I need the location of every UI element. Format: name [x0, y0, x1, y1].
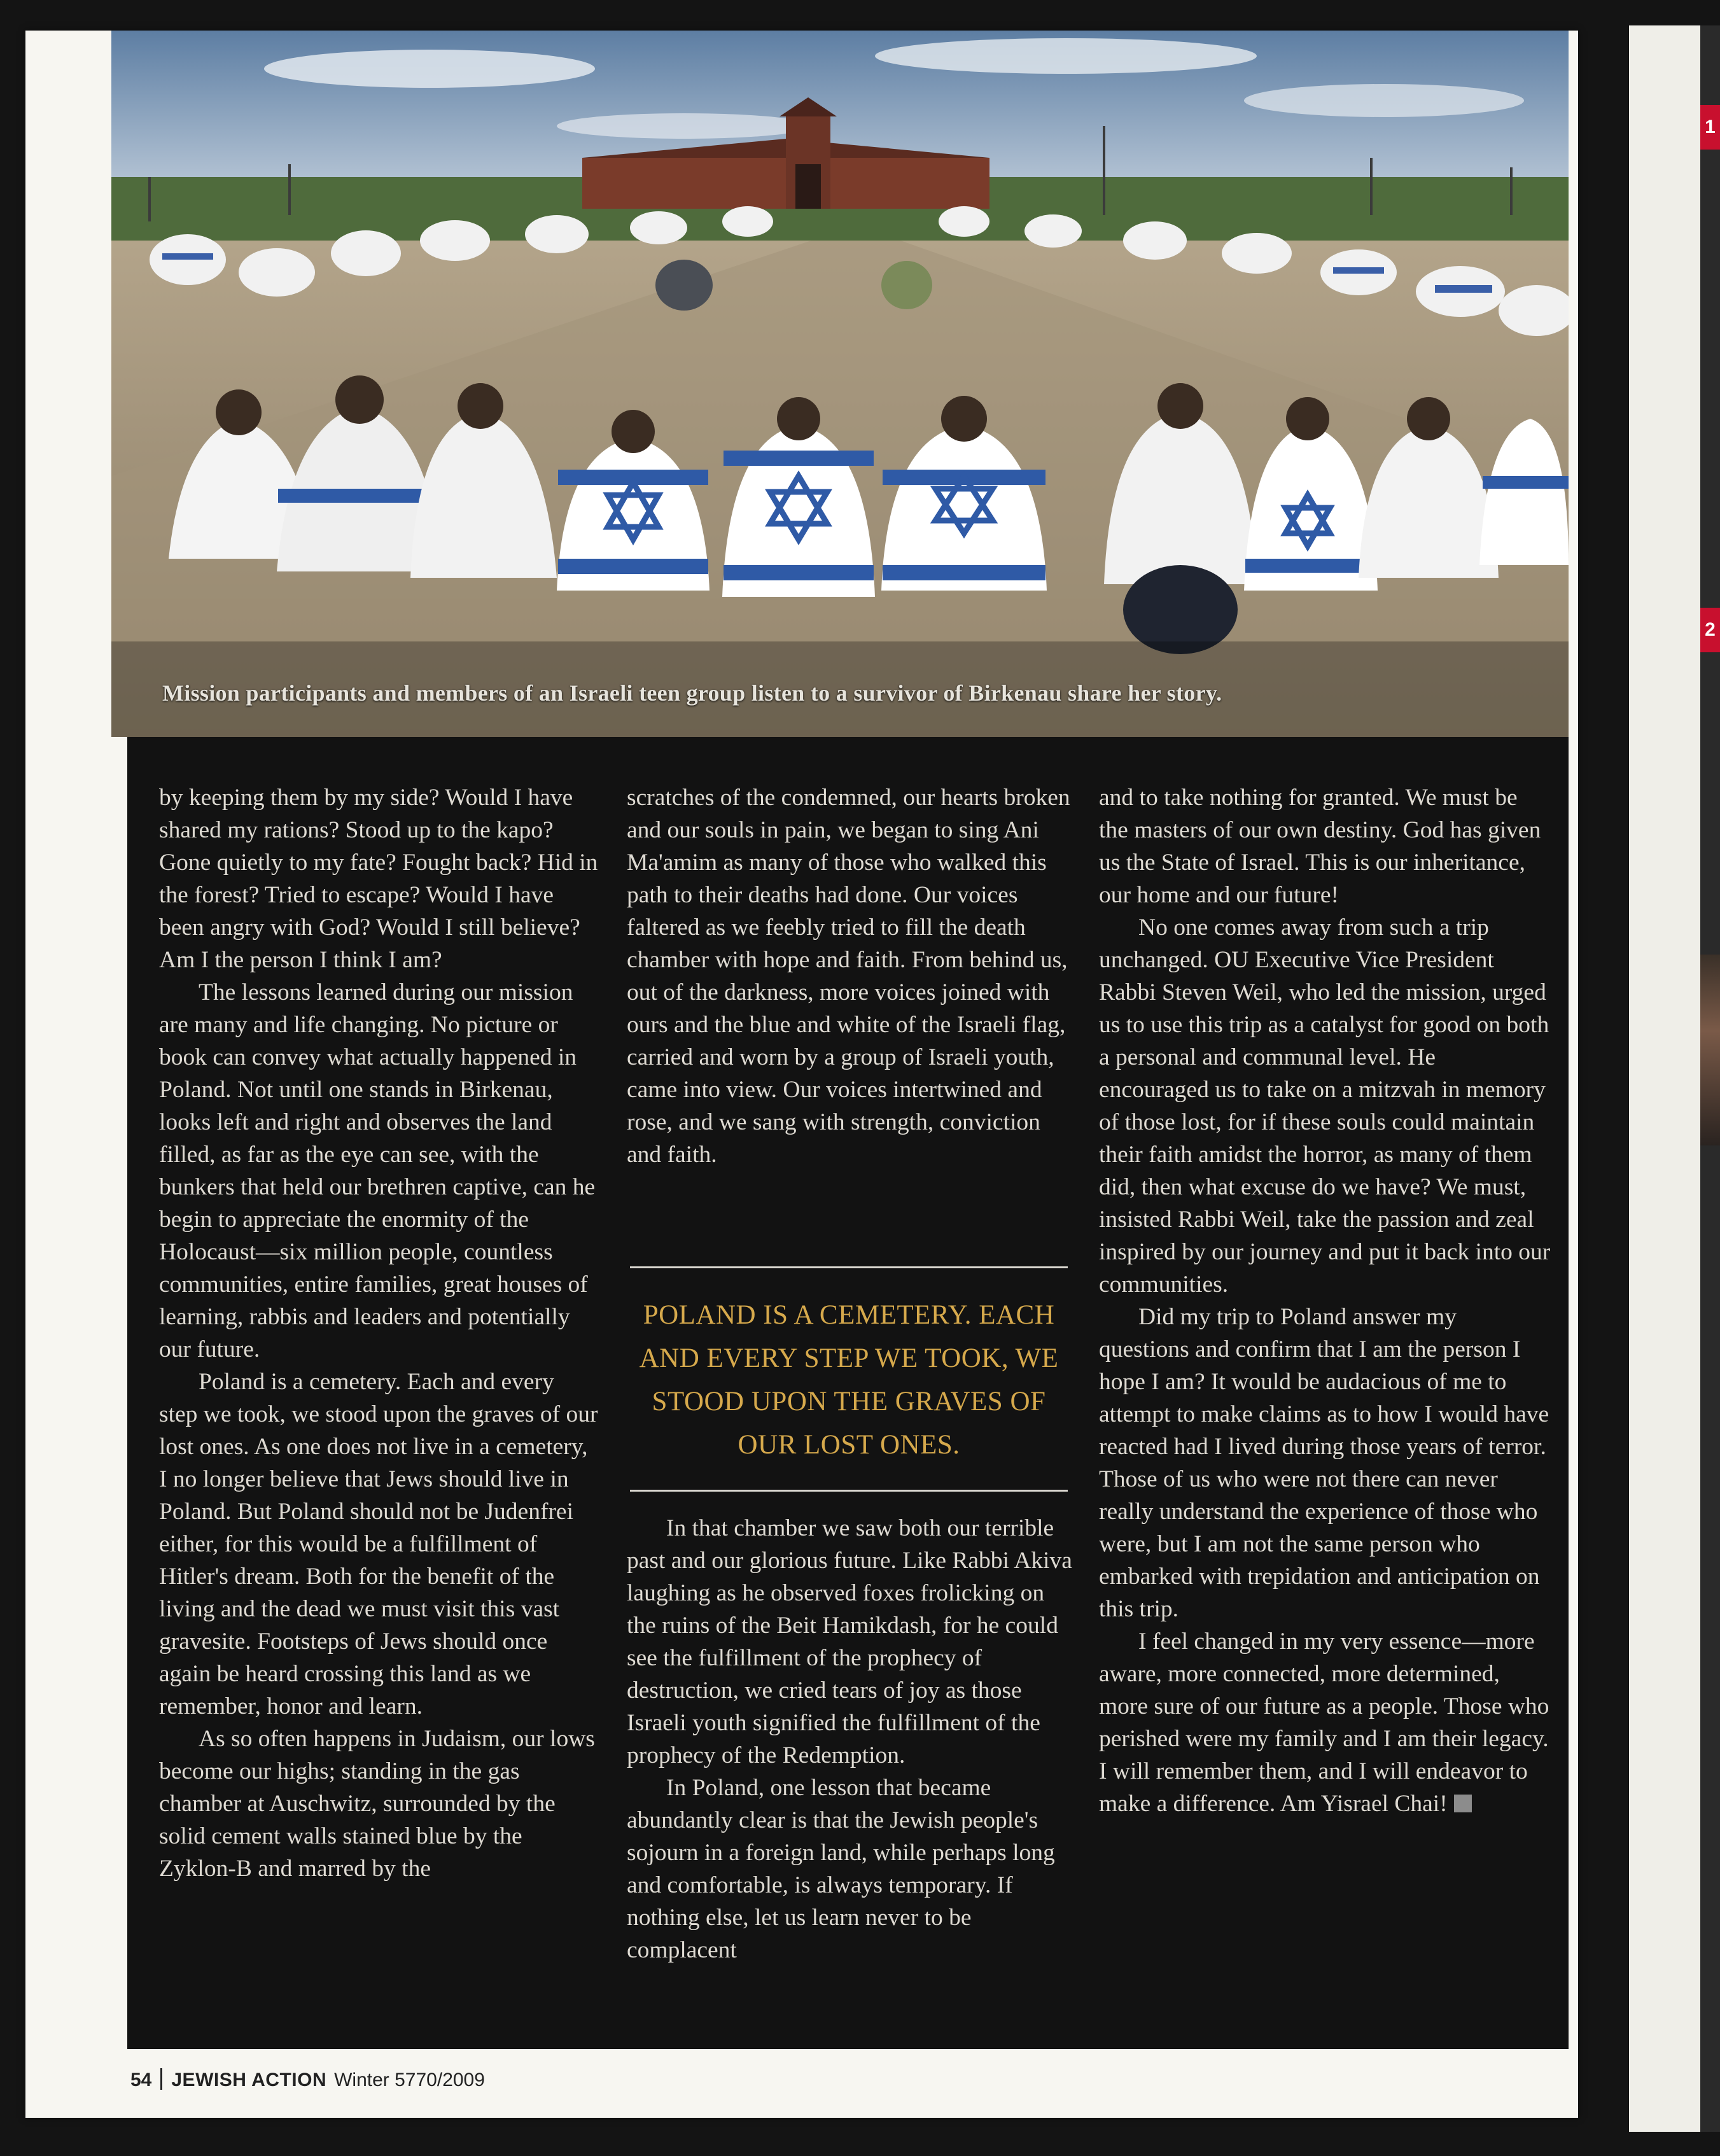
article-column-2-continued: [627, 1512, 1079, 1966]
paragraph: by keeping them by my side? Would I have shared my rations? Stood up to the kapo? Gone quietly to my fate? Fought back? Hid in the forest? Tried to escape? Would I have been angry with God? Would I still believe? Am I the person I think I am?: [159, 785, 598, 973]
side-tab-2: 2: [1700, 608, 1720, 652]
article-column-1: [159, 781, 598, 1885]
paragraph: As so often happens in Judaism, our lows become our highs; standing in the gas chamber at Auschwitz, surrounded by the solid cement walls stained blue by the Zyklon-B and marred by the: [159, 1726, 595, 1882]
final-paragraph-text: I feel changed in my very essence—more aware, more connected, more determined, more sure of our future as a people. Those who perished were my family and I am their legacy. I will remember them, and I will endeavor to make a difference. Am Yisrael Chai!: [1099, 1628, 1549, 1817]
paragraph: The lessons learned during our mission are many and life changing. No picture or book can convey what actually happened in Poland. Not until one stands in Birkenau, looks left and right and observes the land filled, as far as the eye can see, with the bunkers that held our brethren captive, can he begin to appreciate the enormity of the Holocaust—six million people, countless communities, entire families, great houses of learning, rabbis and leaders and potentially our future.: [159, 979, 596, 1362]
photo-illustration: [111, 31, 1569, 737]
footer-divider: [160, 2068, 162, 2090]
photo-caption: Mission participants and members of an Israeli teen group listen to a survivor of Birkenau share her story.: [162, 680, 1222, 706]
paragraph: In Poland, one lesson that became abundantly clear is that the Jewish people's sojourn in a foreign land, while perhaps long and comfortable, is always temporary. If nothing else, let us learn never to be complacent: [627, 1775, 1055, 1963]
page-number: 54: [130, 2069, 152, 2090]
adjacent-page-photo: [1700, 955, 1720, 1145]
paragraph: Poland is a cemetery. Each and every step we took, we stood upon the graves of our lost ones. As one does not live in a cemetery, I no longer believe that Jews should live in Poland. But Poland should not be Judenfrei either, for this would be a fulfillment of Hitler's dream. Both for the benefit of the living and the dead we must visit this vast gravesite. Footsteps of Jews should once again be heard crossing this land as we remember, honor and learn.: [159, 1369, 598, 1719]
end-mark-icon: [1454, 1795, 1472, 1812]
article-column-3: [1099, 781, 1551, 1820]
paragraph: Did my trip to Poland answer my questions and confirm that I am the person I hope I am? It would be audacious of me to attempt to make claims as to how I would have reacted had I lived during those years of terror. Those of us who were not there can never really understand the experience of those who were, but I am not the same person who embarked with trepidation and anticipation on this trip.: [1099, 1304, 1549, 1622]
issue-date: Winter 5770/2009: [334, 2069, 485, 2090]
paragraph: scratches of the condemned, our hearts broken and our souls in pain, we began to sing Ani Ma'amim as many of those who walked this path to their deaths had done. Our voices faltered as we feebly tried to fill the death chamber with hope and faith. From behind us, out of the darkness, more voices joined with ours and the blue and white of the Israeli flag, carried and worn by a group of Israeli youth, came into view. Our voices intertwined and rose, and we sang with strength, conviction and faith.: [627, 785, 1070, 1168]
side-tab-1: 1: [1700, 105, 1720, 150]
magazine-name: JEWISH ACTION: [171, 2069, 327, 2090]
paragraph: and to take nothing for granted. We must be the masters of our own destiny. God has given us the State of Israel. This is our inheritance, our home and our future!: [1099, 785, 1541, 908]
paragraph: In that chamber we saw both our terrible past and our glorious future. Like Rabbi Akiva laughing as he observed foxes frolicking on the ruins of the Beit Hamikdash, for he could see the fulfillment of the prophecy of destruction, we cried tears of joy as those Israeli youth signified the fulfillment of the prophecy of the Redemption.: [627, 1515, 1072, 1768]
article-column-2: [627, 781, 1079, 1171]
paragraph: [1099, 1625, 1551, 1820]
article-body: [127, 737, 1569, 2049]
paragraph: No one comes away from such a trip unchanged. OU Executive Vice President Rabbi Steven Weil, who led the mission, urged us to use this trip as a catalyst for good on both a personal and communal level. He encouraged us to take on a mitzvah in memory of those lost, for if these souls could maintain their faith amidst the horror, as many of them did, then what excuse do we have? We must, insisted Rabbi Weil, take the passion and zeal inspired by our journey and put it back into our communities.: [1099, 914, 1551, 1298]
pull-quote: [630, 1266, 1068, 1492]
page-footer: [130, 2068, 485, 2091]
pull-quote-text: POLAND IS A CEMETERY. EACH AND EVERY STEP WE TOOK, WE STOOD UPON THE GRAVES OF OUR LOST ONES.: [639, 1300, 1059, 1460]
birkenau-photo: [111, 31, 1569, 737]
